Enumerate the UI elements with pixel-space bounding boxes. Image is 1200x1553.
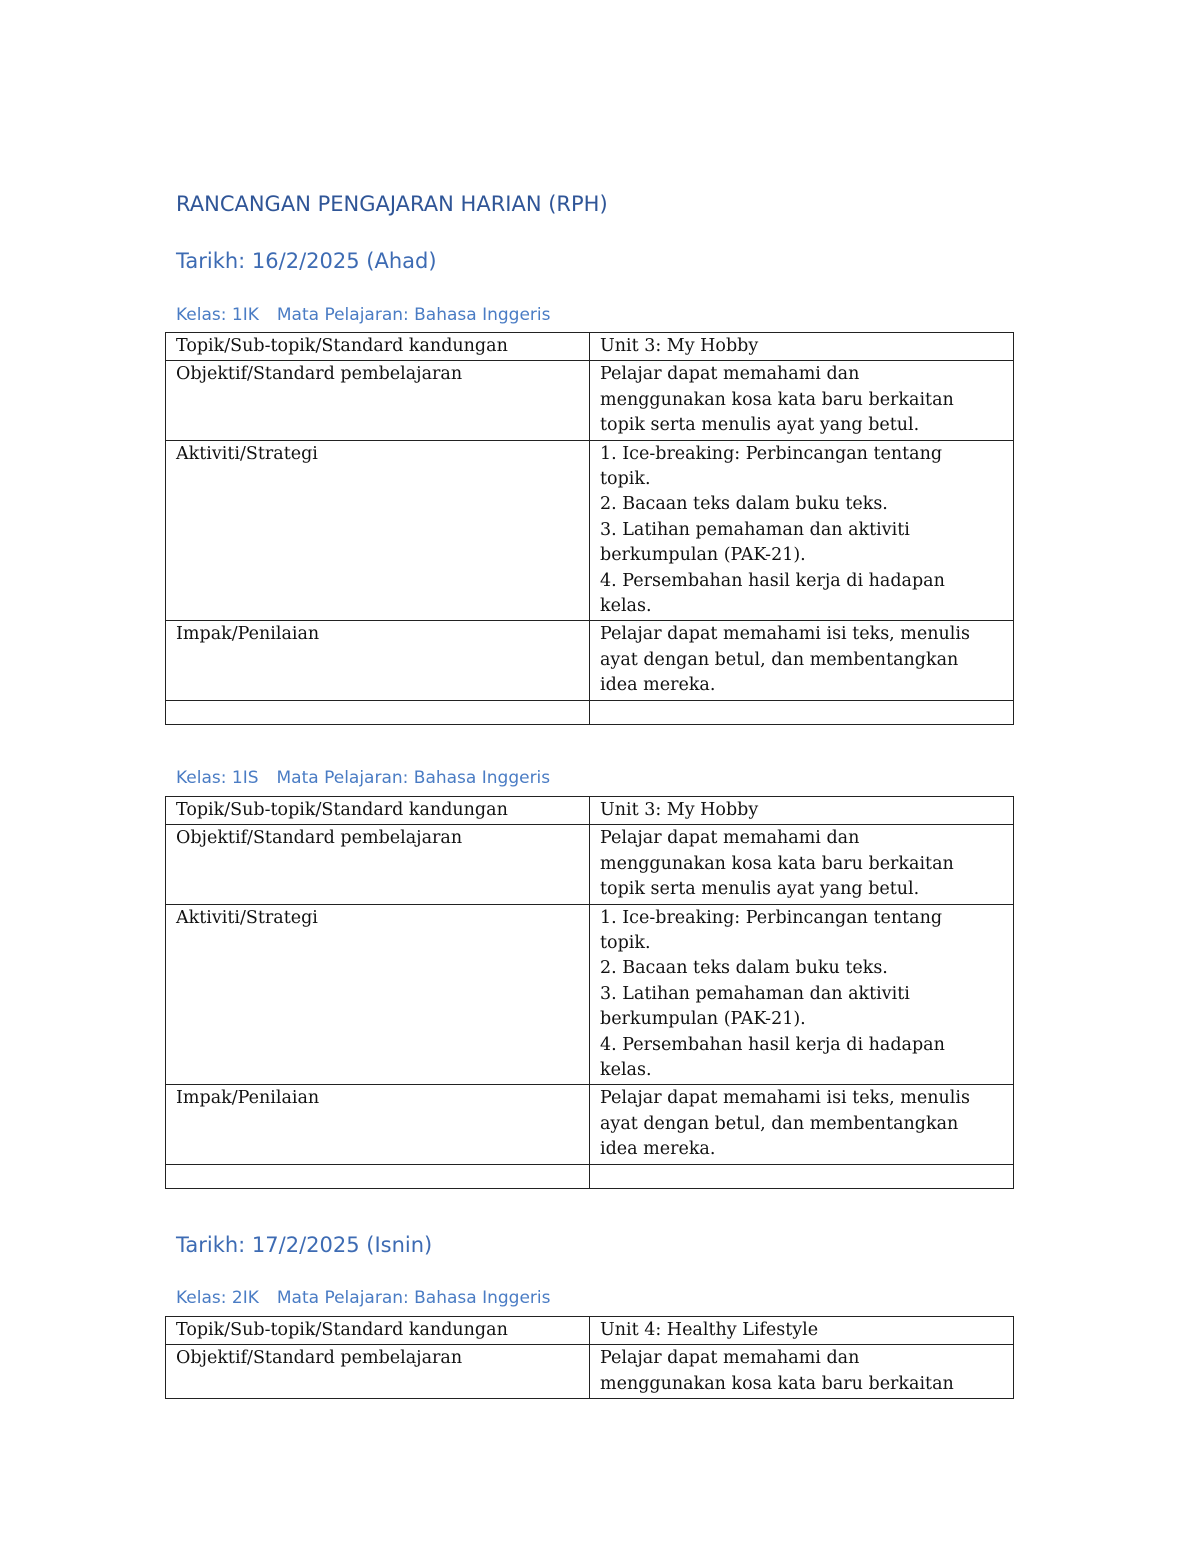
table-row-topik — [166, 1317, 1014, 1345]
row-content-cell: Unit 3: My Hobby — [590, 797, 1014, 825]
row-label-cell: Aktiviti/Strategi — [166, 440, 590, 621]
row-label-cell: Topik/Sub-topik/Standard kandungan — [166, 1317, 590, 1345]
row-content-cell: Pelajar dapat memahami isi teks, menulis ayat dengan betul, dan membentangkan idea mereka. — [590, 1085, 1014, 1164]
row-content-cell: Pelajar dapat memahami dan menggunakan kosa kata baru berkaitan topik serta menulis ayat yang betul. — [590, 825, 1014, 904]
row-label-cell: Objektif/Standard pembelajaran — [166, 825, 590, 904]
table-row-topik — [166, 333, 1014, 361]
empty-cell — [166, 1164, 590, 1188]
empty-cell — [166, 700, 590, 724]
date-heading-1: Tarikh: 16/2/2025 (Ahad) — [176, 249, 437, 273]
table-row-impak — [166, 1085, 1014, 1164]
subject-label: Mata Pelajaran: Bahasa Inggeris — [276, 768, 551, 788]
table-row-impak — [166, 621, 1014, 700]
row-content-cell: Pelajar dapat memahami dan menggunakan kosa kata baru berkaitan topik serta menulis ayat yang betul. — [590, 361, 1014, 440]
class-label: Kelas: 2IK — [176, 1288, 259, 1308]
table-row-aktiviti — [166, 440, 1014, 621]
row-content-cell: Unit 3: My Hobby — [590, 333, 1014, 361]
row-label-cell: Objektif/Standard pembelajaran — [166, 361, 590, 440]
row-content-cell: Unit 4: Healthy Lifestyle — [590, 1317, 1014, 1345]
row-label-cell: Aktiviti/Strategi — [166, 904, 590, 1085]
class-heading-1is — [176, 768, 550, 788]
class-label: Kelas: 1IS — [176, 768, 259, 788]
row-content-cell: Pelajar dapat memahami isi teks, menulis ayat dengan betul, dan membentangkan idea mereka. — [590, 621, 1014, 700]
row-label-cell: Topik/Sub-topik/Standard kandungan — [166, 797, 590, 825]
empty-cell — [590, 700, 1014, 724]
class-label: Kelas: 1IK — [176, 305, 259, 325]
row-label-cell: Impak/Penilaian — [166, 621, 590, 700]
row-label-cell: Objektif/Standard pembelajaran — [166, 1345, 590, 1399]
class-heading-1ik — [176, 305, 551, 325]
table-row-aktiviti — [166, 904, 1014, 1085]
row-label-cell: Impak/Penilaian — [166, 1085, 590, 1164]
rph-table-1ik — [165, 332, 1014, 725]
table-row-topik — [166, 797, 1014, 825]
table-row-empty — [166, 700, 1014, 724]
class-heading-2ik — [176, 1288, 551, 1308]
empty-cell — [590, 1164, 1014, 1188]
document-title: RANCANGAN PENGAJARAN HARIAN (RPH) — [176, 192, 608, 216]
row-content-cell: Pelajar dapat memahami dan menggunakan kosa kata baru berkaitan — [590, 1345, 1014, 1399]
table-row-objektif — [166, 1345, 1014, 1399]
subject-label: Mata Pelajaran: Bahasa Inggeris — [276, 305, 551, 325]
subject-label: Mata Pelajaran: Bahasa Inggeris — [276, 1288, 551, 1308]
row-content-cell: 1. Ice-breaking: Perbincangan tentang topik. 2. Bacaan teks dalam buku teks. 3. Latihan pemahaman dan aktiviti berkumpulan (PAK-21). 4. Persembahan hasil kerja di hadapan kelas. — [590, 904, 1014, 1085]
date-heading-2: Tarikh: 17/2/2025 (Isnin) — [176, 1233, 433, 1257]
row-content-cell: 1. Ice-breaking: Perbincangan tentang topik. 2. Bacaan teks dalam buku teks. 3. Latihan pemahaman dan aktiviti berkumpulan (PAK-21). 4. Persembahan hasil kerja di hadapan kelas. — [590, 440, 1014, 621]
row-label-cell: Topik/Sub-topik/Standard kandungan — [166, 333, 590, 361]
rph-table-2ik — [165, 1316, 1014, 1399]
table-row-empty — [166, 1164, 1014, 1188]
table-row-objektif — [166, 361, 1014, 440]
rph-table-1is — [165, 796, 1014, 1189]
table-row-objektif — [166, 825, 1014, 904]
